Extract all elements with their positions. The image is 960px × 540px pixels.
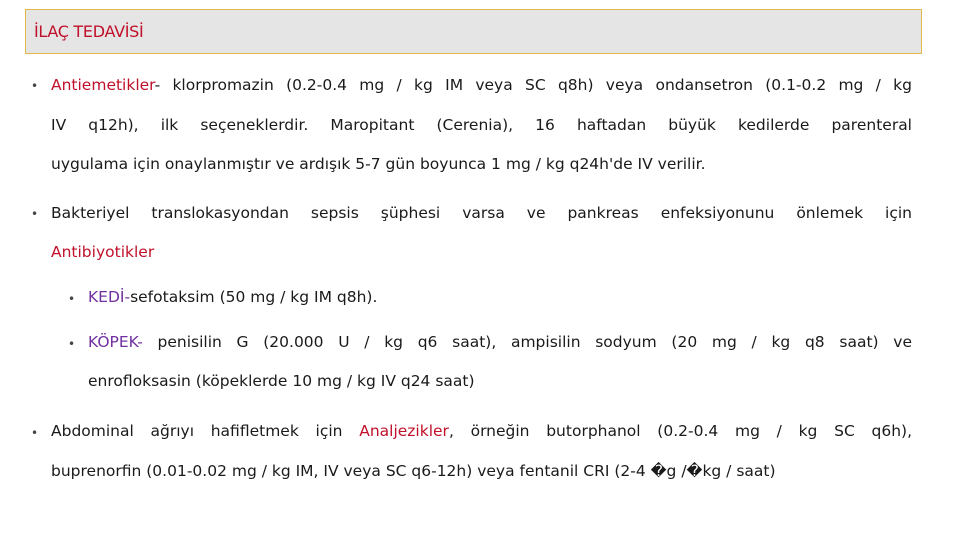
item3-line1 [51, 422, 912, 440]
antiemetikler-term: Antiemetikler [51, 76, 155, 94]
antibiyotikler-term: Antibiyotikler [51, 243, 155, 261]
kopek-text: penisilin G (20.000 U / kg q6 saat), ampisilin sodyum (20 mg / kg q8 saat) ve [142, 333, 912, 351]
page-title: İLAÇ TEDAVİSİ [34, 22, 144, 41]
bullet-item3: • [31, 426, 39, 440]
analjezikler-term: Analjezikler [359, 422, 449, 440]
kedi-term: KEDİ- [88, 288, 131, 306]
kedi-text: sefotaksim (50 mg / kg IM q8h). [130, 288, 378, 306]
kopek-line2: enrofloksasin (köpeklerde 10 mg / kg IV q24 saat) [88, 372, 475, 390]
bullet-kedi: • [68, 292, 76, 306]
item2-line1: Bakteriyel translokasyondan sepsis şüphesi varsa ve pankreas enfeksiyonunu önlemek için [51, 204, 912, 222]
kedi-line [88, 288, 888, 306]
bullet-item1: • [31, 79, 39, 93]
kopek-line1 [88, 333, 912, 351]
item1-line1 [51, 76, 912, 94]
item3-line1-post: , örneğin butorphanol (0.2-0.4 mg / kg SC q6h), [448, 422, 912, 440]
item1-line2: IV q12h), ilk seçeneklerdir. Maropitant (Cerenia), 16 haftadan büyük kedilerde parenteral [51, 116, 912, 134]
bullet-kopek: • [68, 337, 76, 351]
item3-line1-pre: Abdominal ağrıyı hafifletmek için [51, 422, 360, 440]
item3-line2: buprenorfin (0.01-0.02 mg / kg IM, IV veya SC q6-12h) veya fentanil CRI (2-4 �g /�kg / saat) [51, 462, 776, 480]
bullet-item2: • [31, 207, 39, 221]
title-box [25, 9, 922, 54]
item1-line3: uygulama için onaylanmıştır ve ardışık 5-7 gün boyunca 1 mg / kg q24h'de IV verilir. [51, 155, 706, 173]
item1-line1-text: - klorpromazin (0.2-0.4 mg / kg IM veya SC q8h) veya ondansetron (0.1-0.2 mg / kg [154, 76, 912, 94]
kopek-term: KÖPEK- [88, 333, 143, 351]
